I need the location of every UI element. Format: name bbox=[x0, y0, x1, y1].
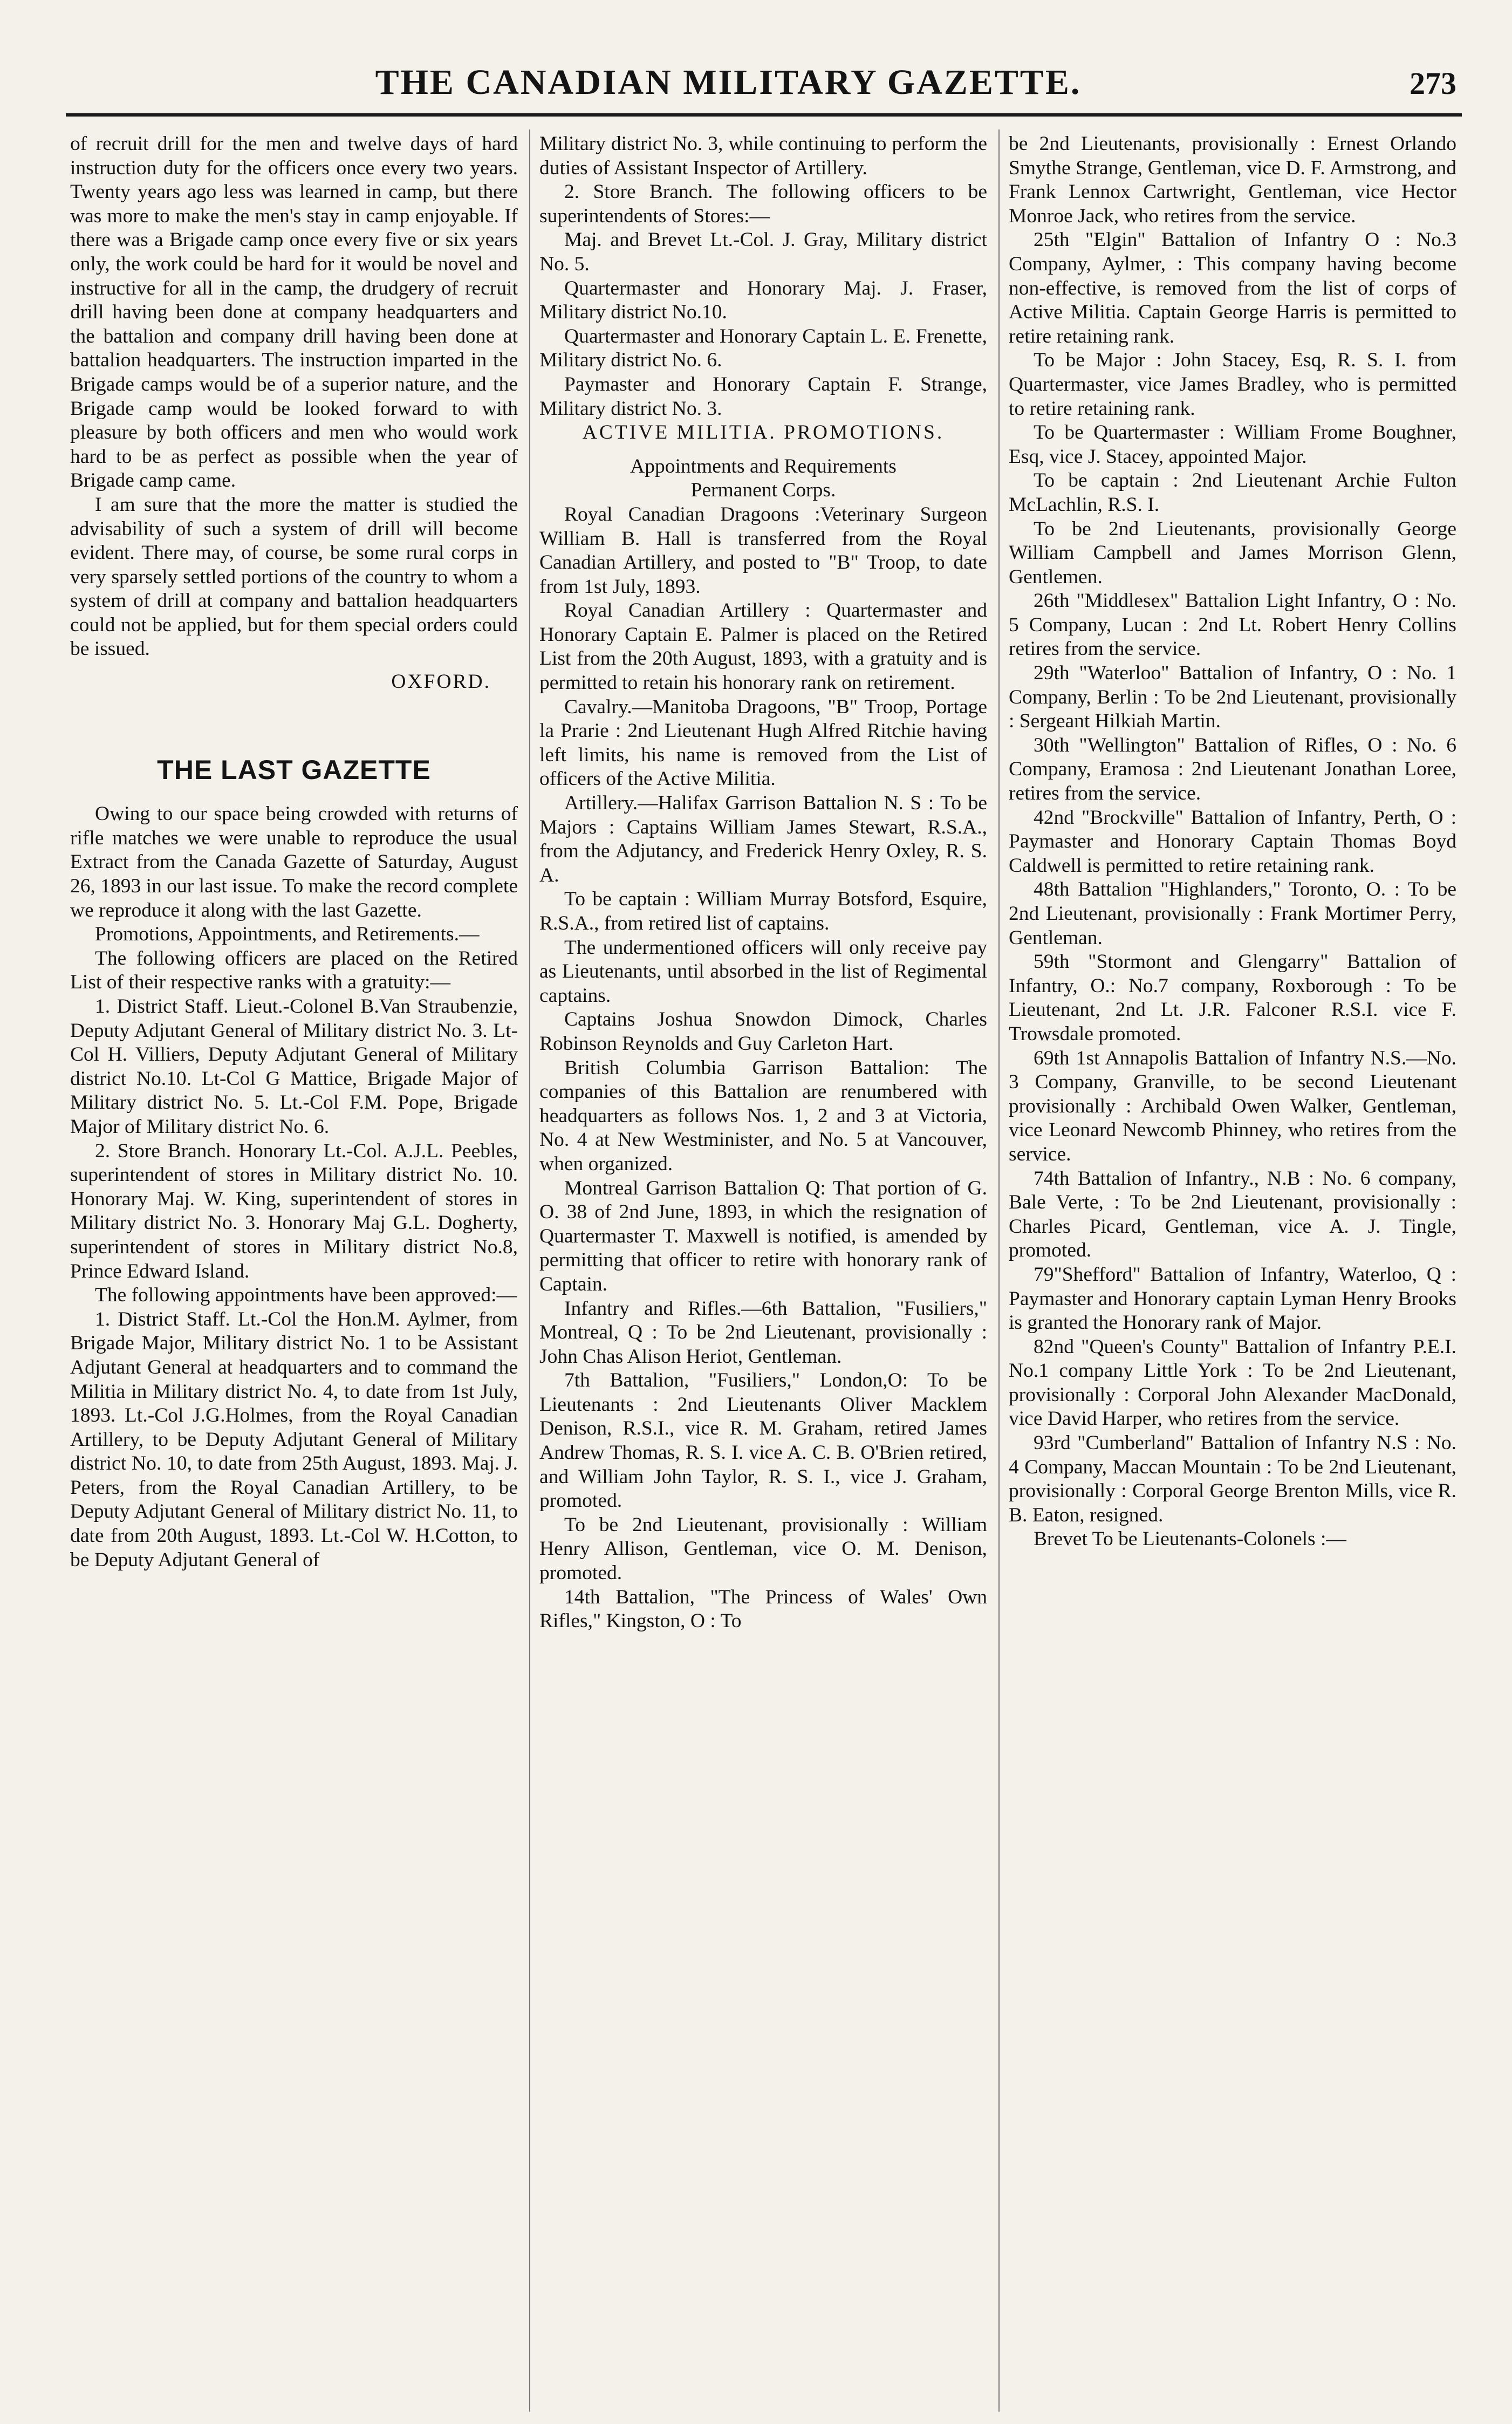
article-paragraph: 1. District Staff. Lt.-Col the Hon.M. Aylmer, from Brigade Major, Military district No. 1 to be Assistant Adjutant General at headquarters and to command the Militia in Military district No. 4, to date from 1st July, 1893. Lt.-Col J.G.Holmes, from the Royal Canadian Artillery, to be Deputy Adjutant General of Military district No. 10, to date from 25th August, 1893. Maj. J. Peters, from the Royal Canadian Artillery, to be Deputy Adjutant General of Military district No. 11, to date from 20th August, 1893. Lt.-Col W. H.Cotton, to be Deputy Adjutant General of bbox=[70, 1308, 518, 1571]
article-paragraph: 93rd "Cumberland" Battalion of Infantry N.S : No. 4 Company, Maccan Mountain : To be 2nd Lieutenant, provisionally : Corporal George Brenton Mills, vice R. B. Eaton, resigned. bbox=[1009, 1432, 1456, 1526]
section-subtitle: Appointments and Requirements bbox=[630, 455, 897, 477]
article-paragraph: The following appointments have been approved:— bbox=[95, 1284, 517, 1307]
article-paragraph: be 2nd Lieutenants, provisionally : Ernest Orlando Smythe Strange, Gentleman, vice D. F. Armstrong, and Frank Lennox Cartwright, Gentleman, vice Hector Monroe Jack, who retires from the service. bbox=[1009, 133, 1456, 227]
article-paragraph: Brevet To be Lieutenants-Colonels :— bbox=[1034, 1528, 1346, 1551]
article-paragraph: 29th "Waterloo" Battalion of Infantry, O : No. 1 Company, Berlin : To be 2nd Lieutenant, provisionally : Sergeant Hilkiah Martin. bbox=[1009, 662, 1456, 733]
article-paragraph: 7th Battalion, "Fusiliers," London,O: To be Lieutenants : 2nd Lieutenants Oliver Macklem Denison, R.S.I., vice R. M. Graham, retired James Andrew Thomas, R. S. I. vice A. C. B. O'Brien retired, and William John Taylor, R. S. I., vice J. Graham, promoted. bbox=[539, 1369, 987, 1512]
article-paragraph: 30th "Wellington" Battalion of Rifles, O : No. 6 Company, Eramosa : 2nd Lieutenant Jonathan Loree, retires from the service. bbox=[1009, 734, 1456, 805]
article-paragraph: Infantry and Rifles.—6th Battalion, "Fusiliers," Montreal, Q : To be 2nd Lieutenant, provisionally : John Chas Alison Heriot, Gentleman. bbox=[539, 1297, 987, 1368]
article-paragraph: To be 2nd Lieutenants, provisionally George William Campbell and James Morrison Glenn, Gentlemen. bbox=[1009, 517, 1456, 588]
article-paragraph: 59th "Stormont and Glengarry" Battalion of Infantry, O.: No.7 company, Roxborough : To be Lieutenant, 2nd Lt. J.R. Falconer R.S.I. vice F. Trowsdale promoted. bbox=[1009, 951, 1456, 1045]
article-paragraph: To be Major : John Stacey, Esq, R. S. I. from Quartermaster, vice James Bradley, who is permitted to retire retaining rank. bbox=[1009, 349, 1456, 420]
section-heading: THE LAST GAZETTE bbox=[157, 754, 431, 785]
article-paragraph: of recruit drill for the men and twelve days of hard instruction duty for the officers once every two years. Twenty years ago less was learned in camp, but there was more to make the men's stay in camp enjoyable. If there was a Brigade camp once every five or six years only, the work could be hard for it would be novel and instructive for all in the camp, the drudgery of recruit drill having been done at company headquarters and the battalion and company drill having been done at battalion headquarters. The instruction imparted in the Brigade camps would be of a superior nature, and the Brigade camp would be looked forward to with pleasure by both officers and men who would work hard to be as perfect as possible when the year of Brigade camp came. bbox=[70, 133, 518, 492]
page-header bbox=[0, 62, 1512, 121]
article-paragraph: 42nd "Brockville" Battalion of Infantry, Perth, O : Paymaster and Honorary Captain Thomas Boyd Caldwell is permitted to retire retaining rank. bbox=[1009, 806, 1456, 877]
article-paragraph: Montreal Garrison Battalion Q: That portion of G. O. 38 of 2nd June, 1893, in which the resignation of Quartermaster T. Maxwell is notified, is amended by permitting that officer to retire with honorary rank of Captain. bbox=[539, 1177, 987, 1295]
column-2 bbox=[539, 132, 987, 2403]
article-paragraph: 1. District Staff. Lieut.-Colonel B.Van Straubenzie, Deputy Adjutant General of Military district No. 3. Lt-Col H. Villiers, Deputy Adjutant General of Military district No.10. Lt-Col G Mattice, Brigade Major of Military district No. 5. Lt.-Col F.M. Pope, Brigade Major of Military district No. 6. bbox=[70, 995, 518, 1138]
section-title: ACTIVE MILITIA. PROMOTIONS. bbox=[582, 421, 945, 444]
header-rule bbox=[66, 113, 1462, 117]
article-paragraph: British Columbia Garrison Battalion: The companies of this Battalion are renumbered with headquarters as follows Nos. 1, 2 and 3 at Victoria, No. 4 at New Westminister, and No. 5 at Vancouver, when organized. bbox=[539, 1056, 987, 1175]
article-paragraph: Quartermaster and Honorary Captain L. E. Frenette, Military district No. 6. bbox=[539, 325, 987, 372]
article-paragraph: Military district No. 3, while continuing to perform the duties of Assistant Inspector of Artillery. bbox=[539, 133, 987, 179]
article-paragraph: 2. Store Branch. The following officers to be superintendents of Stores:— bbox=[539, 181, 987, 227]
article-paragraph: To be captain : 2nd Lieutenant Archie Fulton McLachlin, R.S. I. bbox=[1009, 469, 1456, 516]
article-paragraph: To be captain : William Murray Botsford, Esquire, R.S.A., from retired list of captains. bbox=[539, 888, 987, 934]
article-paragraph: 14th Battalion, "The Princess of Wales' Own Rifles," Kingston, O : To bbox=[539, 1586, 987, 1633]
article-paragraph: 2. Store Branch. Honorary Lt.-Col. A.J.L. Peebles, superintendent of stores in Military district No. 10. Honorary Maj. W. King, superintendent of stores in Military district No. 3. Honorary Maj G.L. Dogherty, superintendent of stores in Military district No.8, Prince Edward Island. bbox=[70, 1139, 518, 1282]
article-paragraph: Artillery.—Halifax Garrison Battalion N. S : To be Majors : Captains William James Stewart, R.S.A., from the Adjutancy, and Frederick Henry Oxley, R. S. A. bbox=[539, 792, 987, 886]
article-paragraph: 74th Battalion of Infantry., N.B : No. 6 company, Bale Verte, : To be 2nd Lieutenant, provisionally : Charles Picard, Gentleman, vice A. J. Tingle, promoted. bbox=[1009, 1167, 1456, 1262]
article-paragraph: To be 2nd Lieutenant, provisionally : William Henry Allison, Gentleman, vice O. M. Denison, promoted. bbox=[539, 1513, 987, 1585]
article-paragraph: 82nd "Queen's County" Battalion of Infantry P.E.I. No.1 company Little York : To be 2nd Lieutenant, provisionally : Corporal John Alexander MacDonald, vice David Harper, who retires from the service. bbox=[1009, 1335, 1456, 1430]
article-paragraph: 25th "Elgin" Battalion of Infantry O : No.3 Company, Aylmer, : This company having become non-effective, is removed from the list of corps of Active Militia. Captain George Harris is permitted to retire retaining rank. bbox=[1009, 229, 1456, 347]
article-paragraph: Owing to our space being crowded with returns of rifle matches we were unable to reproduce the usual Extract from the Canada Gazette of Saturday, August 26, 1893 in our last issue. To make the record complete we reproduce it along with the last Gazette. bbox=[70, 803, 518, 921]
article-signature: OXFORD. bbox=[391, 671, 491, 693]
article-paragraph: 69th 1st Annapolis Battalion of Infantry N.S.—No. 3 Company, Granville, to be second Lieutenant provisionally : Archibald Owen Walker, Gentleman, vice Leonard Newcomb Phinney, who retires from the service. bbox=[1009, 1047, 1456, 1165]
article-paragraph: Captains Joshua Snowdon Dimock, Charles Robinson Reynolds and Guy Carleton Hart. bbox=[539, 1008, 987, 1055]
article-paragraph: I am sure that the more the matter is studied the advisability of such a system of drill will become evident. There may, of course, be some rural corps in very sparsely settled portions of the country to whom a system of drill at company and battalion headquarters could not be applied, but for them special orders could be issued. bbox=[70, 493, 518, 660]
article-paragraph: Royal Canadian Dragoons :Veterinary Surgeon William B. Hall is transferred from the Royal Canadian Artillery, and posted to "B" Troop, to date from 1st July, 1893. bbox=[539, 503, 987, 598]
article-paragraph: 79"Shefford" Battalion of Infantry, Waterloo, Q : Paymaster and Honorary captain Lyman Henry Brooks is granted the Honorary rank of Major. bbox=[1009, 1263, 1456, 1334]
article-paragraph: To be Quartermaster : William Frome Boughner, Esq, vice J. Stacey, appointed Major. bbox=[1009, 421, 1456, 468]
article-paragraph: The following officers are placed on the Retired List of their respective ranks with a gratuity:— bbox=[70, 947, 518, 994]
article-paragraph: 26th "Middlesex" Battalion Light Infantry, O : No. 5 Company, Lucan : 2nd Lt. Robert Henry Collins retires from the service. bbox=[1009, 590, 1456, 660]
column-divider bbox=[998, 129, 1000, 2412]
article-paragraph: 48th Battalion "Highlanders," Toronto, O. : To be 2nd Lieutenant, provisionally : Frank Mortimer Perry, Gentleman. bbox=[1009, 878, 1456, 949]
article-paragraph: Paymaster and Honorary Captain F. Strange, Military district No. 3. bbox=[539, 373, 987, 420]
article-paragraph: The undermentioned officers will only receive pay as Lieutenants, until absorbed in the list of Regimental captains. bbox=[539, 936, 987, 1007]
page-number: 273 bbox=[1410, 66, 1456, 101]
article-paragraph: Royal Canadian Artillery : Quartermaster and Honorary Captain E. Palmer is placed on the Retired List from the 20th August, 1893, with a gratuity and is permitted to retain his honorary rank on retirement. bbox=[539, 599, 987, 694]
article-paragraph: Quartermaster and Honorary Maj. J. Fraser, Military district No.10. bbox=[539, 277, 987, 324]
newspaper-title: THE CANADIAN MILITARY GAZETTE. bbox=[375, 63, 1082, 102]
article-paragraph: Promotions, Appointments, and Retirements.— bbox=[95, 923, 480, 946]
column-1 bbox=[70, 132, 518, 2403]
column-3 bbox=[1009, 132, 1456, 2403]
section-subtitle: Permanent Corps. bbox=[690, 479, 836, 502]
column-divider bbox=[529, 129, 530, 2412]
article-paragraph: Maj. and Brevet Lt.-Col. J. Gray, Military district No. 5. bbox=[539, 229, 987, 275]
article-paragraph: Cavalry.—Manitoba Dragoons, "B" Troop, Portage la Prarie : 2nd Lieutenant Hugh Alfred Ritchie having left limits, his name is removed from the List of officers of the Active Militia. bbox=[539, 695, 987, 790]
